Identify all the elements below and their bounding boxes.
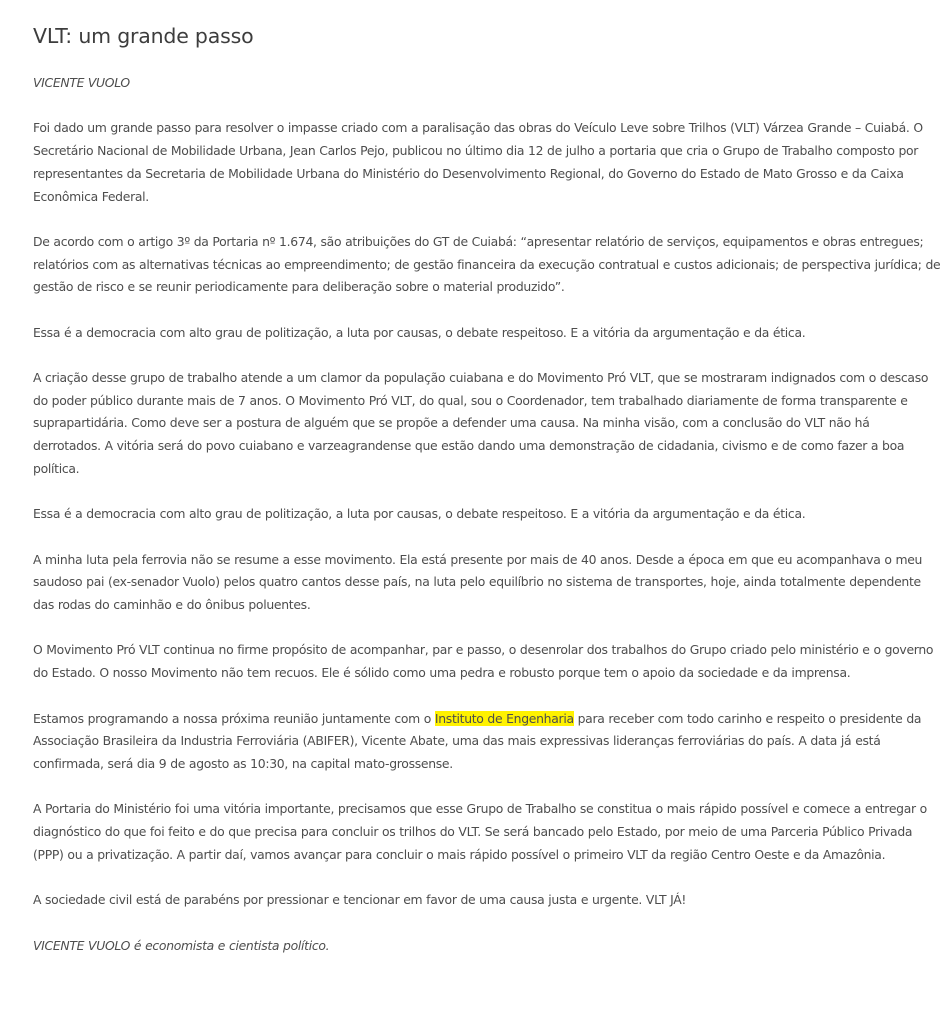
- author-note: VICENTE VUOLO é economista e cientista político.: [33, 937, 330, 953]
- paragraph-1: Foi dado um grande passo para resolver o impasse criado com a paralisação das obras do Veículo Leve sobre Trilhos (VLT) Várzea Grande – Cuiabá. O Secretário Nacional de Mobilidade Urbana, Jean Carlos Pejo, publicou no último dia 12 de julho a portaria que cria o Grupo de Trabalho composto por representantes da Secretaria de Mobilidade Urbana do Ministério do Desenvolvimento Regional, do Governo do Estado de Mato Grosso e da Caixa Econômica Federal.: [33, 120, 923, 204]
- paragraph-8: [33, 708, 941, 776]
- paragraph-9: A Portaria do Ministério foi uma vitória importante, precisamos que esse Grupo de Trabalho se constitua o mais rápido possível e comece a entregar o diagnóstico do que foi feito e do que precisa para concluir os trilhos do VLT. Se será bancado pelo Estado, por meio de uma Parceria Público Privada (PPP) ou a privatização. A partir daí, vamos avançar para concluir o mais rápido possível o primeiro VLT da região Centro Oeste e da Amazônia.: [33, 801, 927, 862]
- instituto-engenharia-link[interactable]: Instituto de Engenharia: [434, 710, 574, 726]
- paragraph-3: Essa é a democracia com alto grau de politização, a luta por causas, o debate respeitoso. E a vitória da argumentação e da ética.: [33, 324, 806, 340]
- article-byline: VICENTE VUOLO: [33, 75, 130, 90]
- paragraph-2: De acordo com o artigo 3º da Portaria nº 1.674, são atribuições do GT de Cuiabá: “apresentar relatório de serviços, equipamentos e obras entregues; relatórios com as alternativas técnicas ao empreendimento; de gestão financeira da execução contratual e custos adicionais; de perspectiva jurídica; de gestão de risco e se reunir periodicamente para deliberação sobre o material produzido”.: [33, 233, 941, 295]
- paragraph-8-after: para receber com todo carinho e respeito o presidente da Associação Brasileira da Industria Ferroviária (ABIFER), Vicente Abate, uma das mais expressivas lideranças ferroviárias do país. A data já está confirmada, será dia 9 de agosto as 10:30, na capital mato-grossense.: [33, 710, 922, 771]
- paragraph-4: A criação desse grupo de trabalho atende a um clamor da população cuiabana e do Movimento Pró VLT, que se mostraram indignados com o descaso do poder público durante mais de 7 anos. O Movimento Pró VLT, do qual, sou o Coordenador, tem trabalhado diariamente de forma transparente e suprapartidária. Como deve ser a postura de alguém que se propõe a defender uma causa. Na minha visão, com a conclusão do VLT não há derrotados. A vitória será do povo cuiabano e varzeagrandense que estão dando uma demonstração de cidadania, civismo e de como fazer a boa política.: [33, 370, 929, 476]
- paragraph-5: Essa é a democracia com alto grau de politização, a luta por causas, o debate respeitoso. E a vitória da argumentação e da ética.: [33, 506, 806, 522]
- paragraph-10: A sociedade civil está de parabéns por pressionar e tencionar em favor de uma causa justa e urgente. VLT JÁ!: [33, 892, 687, 908]
- paragraph-8-before: Estamos programando a nossa próxima reunião juntamente com o: [33, 710, 435, 726]
- article-title: VLT: um grande passo: [33, 24, 254, 48]
- paragraph-6: A minha luta pela ferrovia não se resume a esse movimento. Ela está presente por mais de 40 anos. Desde a época em que eu acompanhava o meu saudoso pai (ex-senador Vuolo) pelos quatro cantos desse país, na luta pelo equilíbrio no sistema de transportes, hoje, ainda totalmente dependente das rodas do caminhão e do ônibus poluentes.: [33, 551, 923, 613]
- paragraph-7: O Movimento Pró VLT continua no firme propósito de acompanhar, par e passo, o desenrolar dos trabalhos do Grupo criado pelo ministério e o governo do Estado. O nosso Movimento não tem recuos. Ele é sólido como uma pedra e robusto porque tem o apoio da sociedade e da imprensa.: [33, 642, 934, 681]
